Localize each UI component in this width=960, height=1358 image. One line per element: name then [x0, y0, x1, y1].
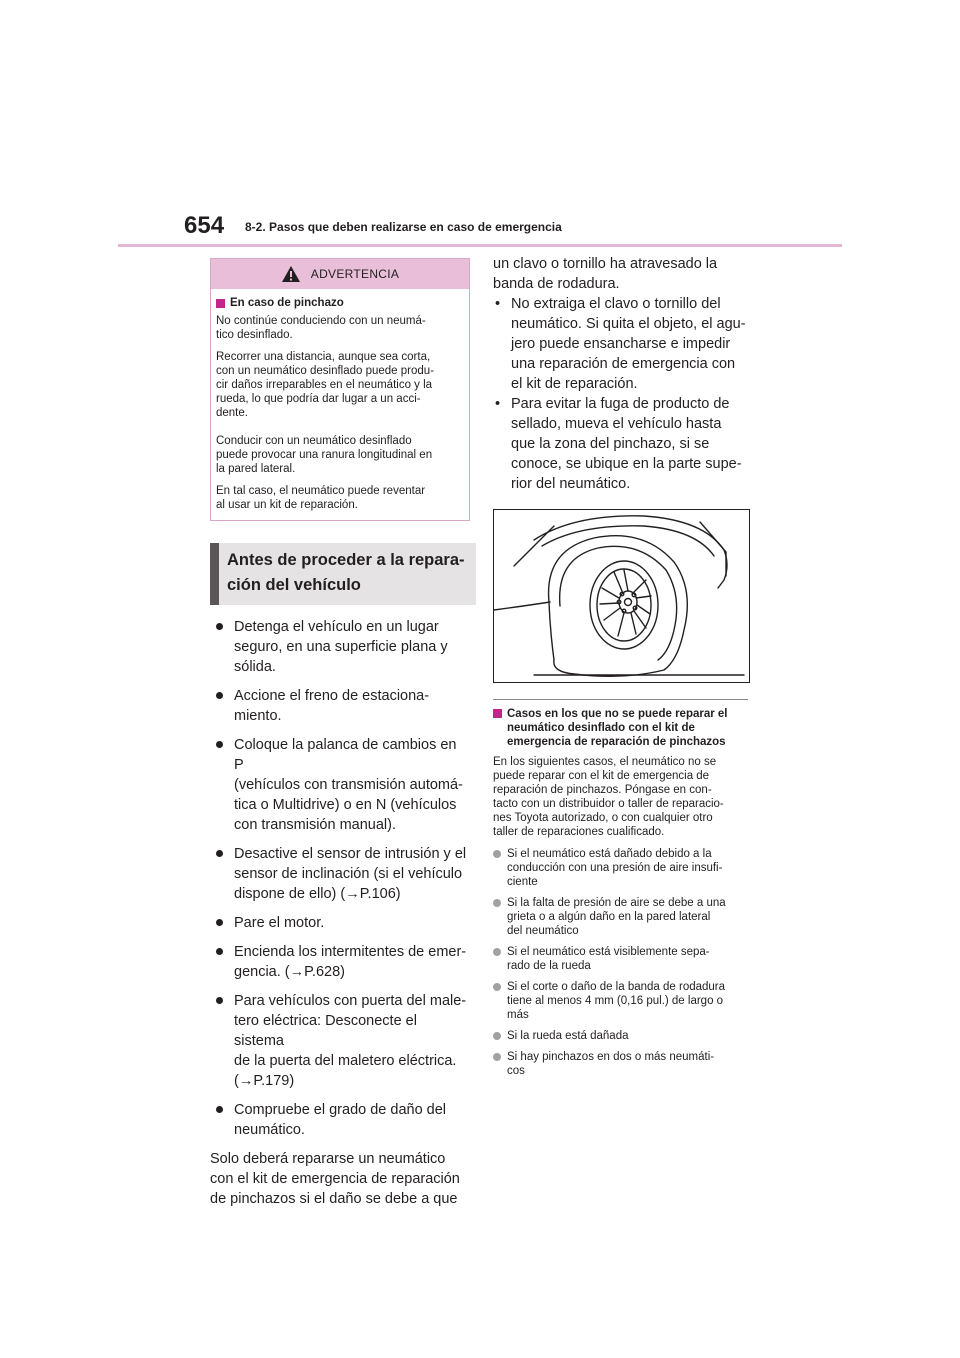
warning-box — [210, 258, 470, 521]
list-item: Detenga el vehículo en un lugar seguro, en una superficie plana y sólida. — [210, 617, 470, 677]
left-column — [210, 258, 470, 1209]
flat-tire-illustration — [493, 509, 750, 683]
cases-heading: Casos en los que no se puede reparar el neumático desinflado con el kit de emergencia de reparación de pinchazos — [493, 707, 755, 749]
warning-triangle-icon — [281, 265, 301, 283]
bullet-dot-icon — [493, 850, 501, 858]
square-bullet-icon — [216, 299, 225, 308]
bullet-dot-icon — [216, 850, 223, 857]
bullet-dot-icon — [493, 1032, 501, 1040]
bullet-dot-icon — [493, 948, 501, 956]
list-item: Pare el motor. — [210, 913, 470, 933]
warning-subheading: En caso de pinchazo — [216, 297, 463, 309]
list-item: Para vehículos con puerta del male- tero eléctrica: Desconecte el sistema de la puerta del maletero eléctrica. (→P.179) — [210, 991, 470, 1091]
bullet-dot-icon — [216, 1106, 223, 1113]
bullet-dot-icon — [216, 692, 223, 699]
cases-intro: En los siguientes casos, el neumático no se puede reparar con el kit de emergencia de reparación de pinchazos. Póngase en con- tacto con un distribuidor o taller de reparacio- nes Toyota autorizado, o con cualquier otro taller de reparaciones cualificado. — [493, 756, 724, 838]
list-item: Si el neumático está dañado debido a la conducción con una presión de aire insufi- ciente — [493, 847, 755, 889]
list-item: Si la rueda está dañada — [493, 1029, 755, 1043]
warning-paragraph: No continúe conduciendo con un neumá- tico desinflado. — [216, 315, 426, 341]
bullet-dot-icon — [216, 741, 223, 748]
list-item: Accione el freno de estaciona- miento. — [210, 686, 470, 726]
bullet-dot-icon — [216, 997, 223, 1004]
warning-title: ADVERTENCIA — [310, 267, 400, 281]
list-item: Encienda los intermitentes de emer- gencia. (→P.628) — [210, 942, 470, 982]
warning-header — [211, 259, 469, 289]
list-item: Compruebe el grado de daño del neumático. — [210, 1100, 470, 1140]
body-paragraph: Solo deberá repararse un neumático con el kit de emergencia de reparación de pinchazos si el daño se debe a que — [210, 1151, 460, 1207]
list-item: Si la falta de presión de aire se debe a una grieta o a algún daño en la pared lateral del neumático — [493, 896, 755, 938]
right-column — [493, 254, 755, 1085]
bullet-dot-icon — [216, 948, 223, 955]
dash-item: • No extraiga el clavo o tornillo del neumático. Si quita el objeto, el agu- jero puede ensancharse e impedir una reparación de emergencia con el kit de reparación. — [495, 296, 746, 392]
body-paragraph: un clavo o tornillo ha atravesado la banda de rodadura. — [493, 256, 718, 292]
checklist — [210, 617, 470, 1140]
list-item: Si el neumático está visiblemente sepa- rado de la rueda — [493, 945, 755, 973]
section-heading: Antes de proceder a la repara- ción del vehículo — [210, 543, 476, 605]
list-item: Si hay pinchazos en dos o más neumáti- cos — [493, 1050, 755, 1078]
running-head: 8-2. Pasos que deben realizarse en caso de emergencia — [245, 220, 562, 234]
dash-item: • Para evitar la fuga de producto de sellado, mueva el vehículo hasta que la zona del pinchazo, si se conoce, se ubique en la parte supe- rior del neumático. — [495, 396, 742, 492]
bullet-dot-icon — [216, 623, 223, 630]
list-item: Si el corte o daño de la banda de rodadura tiene al menos 4 mm (0,16 pul.) de largo o más — [493, 980, 755, 1022]
bullet-dot-icon — [493, 899, 501, 907]
bullet-dot-icon — [493, 983, 501, 991]
page-number: 654 — [184, 212, 225, 239]
warning-body — [211, 289, 469, 520]
header-rule — [118, 244, 842, 247]
warning-paragraph: Conducir con un neumático desinflado puede provocar una ranura longitudinal en la pared lateral. — [216, 435, 433, 475]
list-item: Desactive el sensor de intrusión y el sensor de inclinación (si el vehículo dispone de ello) (→P.106) — [210, 844, 470, 904]
list-item: Coloque la palanca de cambios en P (vehículos con transmisión automá- tica o Multidrive) o en N (vehículos con transmisión manual). — [210, 735, 470, 835]
square-bullet-icon — [493, 709, 502, 718]
tire-drawing — [494, 510, 749, 682]
bullet-dot-icon — [493, 1053, 501, 1061]
warning-paragraph: En tal caso, el neumático puede reventar al usar un kit de reparación. — [216, 485, 426, 511]
divider — [493, 699, 748, 700]
warning-paragraph: Recorrer una distancia, aunque sea corta, con un neumático desinflado puede produ- cir daños irreparables en el neumático y la rueda, lo que podría dar lugar a un acci- dente. — [216, 351, 435, 419]
bullet-dot-icon — [216, 919, 223, 926]
